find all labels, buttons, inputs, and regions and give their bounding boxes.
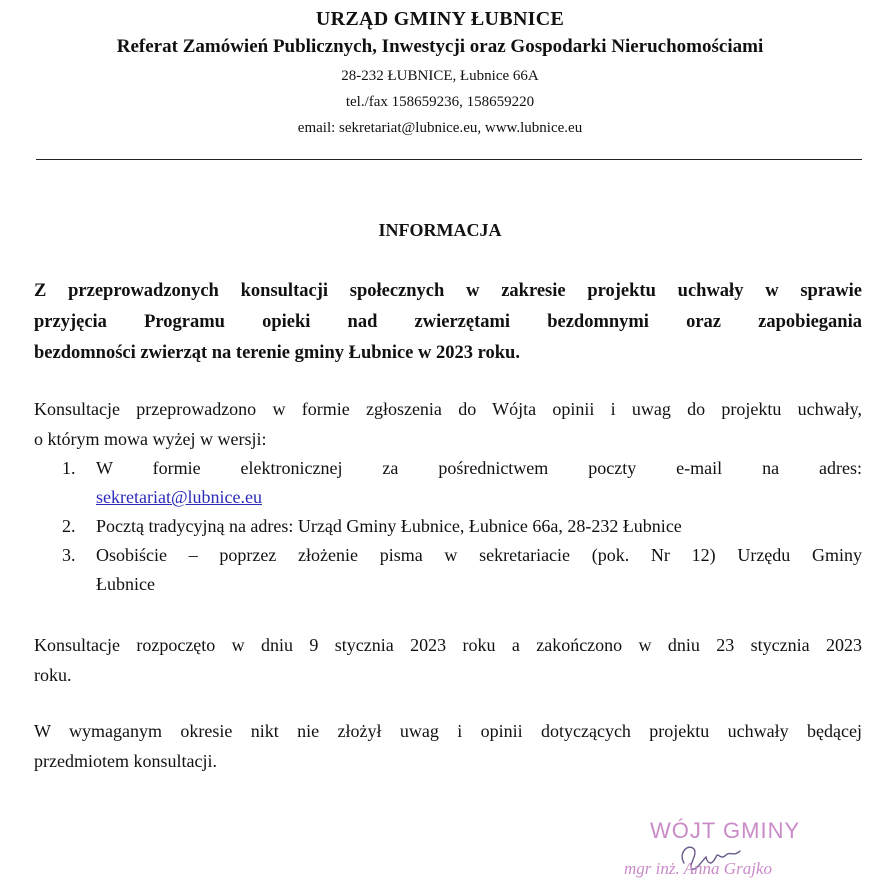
subject-line: bezdomności zwierząt na terenie gminy Łubnice w 2023 roku. xyxy=(34,343,520,363)
letterhead-divider xyxy=(36,159,862,160)
list-item-text: Osobiście – poprzez złożenie pisma w sekretariacie (pok. Nr 12) Urzędu Gminy xyxy=(96,545,862,565)
list-item xyxy=(34,454,862,512)
list-item xyxy=(34,512,862,541)
office-contact: email: sekretariat@lubnice.eu, www.lubnice.eu xyxy=(297,120,583,136)
list-item-text: W formie elektronicznej za pośrednictwem poczty e-mail na adres: xyxy=(96,458,862,478)
conclusion-line: przedmiotem konsultacji. xyxy=(34,751,217,771)
subject-line: Z przeprowadzonych konsultacji społecznych w zakresie projektu uchwały w sprawie xyxy=(34,281,862,301)
office-phone: tel./fax 158659236, 158659220 xyxy=(345,94,535,110)
intro-paragraph xyxy=(34,394,862,454)
list-item xyxy=(34,541,862,599)
official-stamp xyxy=(620,815,860,885)
intro-line: Konsultacje przeprowadzono w formie zgłoszenia do Wójta opinii i uwag do projektu uchwały, xyxy=(34,399,862,419)
office-name: URZĄD GMINY ŁUBNICE xyxy=(315,8,565,30)
intro-line: o którym mowa wyżej w wersji: xyxy=(34,429,267,449)
document-subject xyxy=(34,276,862,369)
stamp-title: WÓJT GMINY xyxy=(650,818,801,843)
conclusion-paragraph xyxy=(34,716,862,776)
list-item-number: 1. xyxy=(62,458,76,478)
submission-methods-list xyxy=(34,454,862,599)
office-address: 28-232 ŁUBNICE, Łubnice 66A xyxy=(341,68,539,84)
conclusion-line: W wymaganym okresie nikt nie złożył uwag i opinii dotyczących projektu uchwały będącej xyxy=(34,721,862,741)
list-item-number: 2. xyxy=(62,516,76,536)
period-line: roku. xyxy=(34,665,72,685)
consultation-period-paragraph xyxy=(34,630,862,690)
email-link[interactable]: sekretariat@lubnice.eu xyxy=(96,487,262,507)
department-name: Referat Zamówień Publicznych, Inwestycji oraz Gospodarki Nieruchomościami xyxy=(116,36,764,57)
list-item-text: Pocztą tradycyjną na adres: Urząd Gminy Łubnice, Łubnice 66a, 28-232 Łubnice xyxy=(96,516,682,536)
stamp-name: mgr inż. Anna Grajko xyxy=(624,859,772,878)
document-heading: INFORMACJA xyxy=(378,220,502,240)
list-item-text-continued: Łubnice xyxy=(96,574,155,594)
subject-line: przyjęcia Programu opieki nad zwierzętami bezdomnymi oraz zapobiegania xyxy=(34,312,862,332)
period-line: Konsultacje rozpoczęto w dniu 9 stycznia 2023 roku a zakończono w dniu 23 stycznia 2023 xyxy=(34,635,862,655)
list-item-number: 3. xyxy=(62,545,76,565)
